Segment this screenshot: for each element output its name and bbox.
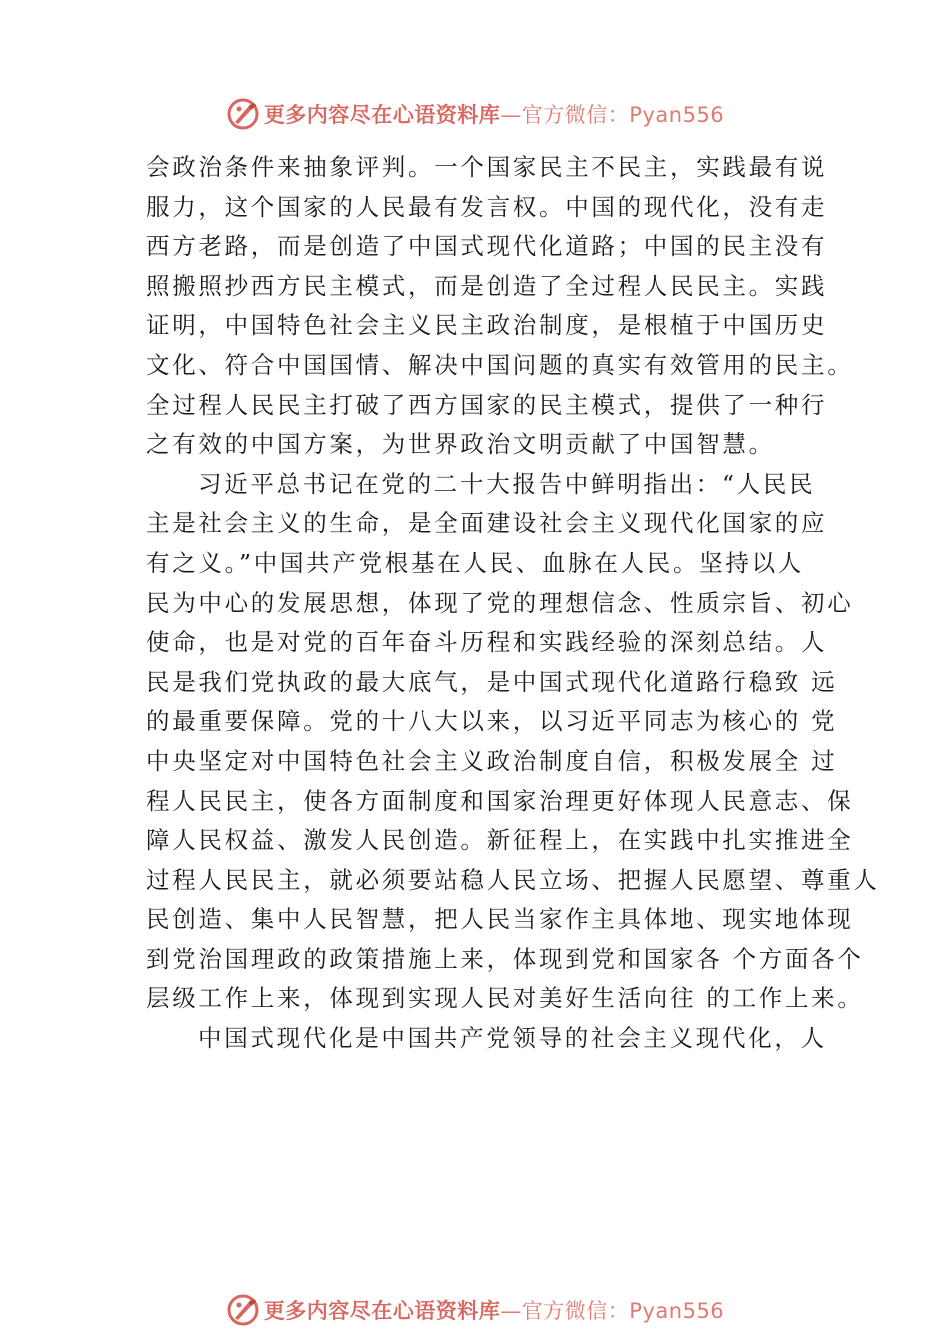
body-line: 西方老路，而是创造了中国式现代化道路；中国的民主没有 (146, 232, 828, 261)
body-line: 使命，也是对党的百年奋斗历程和实践经验的深刻总结。人 (146, 628, 828, 657)
quill-logo-icon (226, 1293, 260, 1327)
body-line: 证明，中国特色社会主义民主政治制度，是根植于中国历史 (146, 311, 828, 340)
header-watermark-text (264, 99, 724, 129)
body-line: 照搬照抄西方民主模式，而是创造了全过程人民民主。实践 (146, 271, 828, 300)
body-line: 中央坚定对中国特色社会主义政治制度自信，积极发展全 过 (146, 746, 838, 775)
body-line: 文化、符合中国国情、解决中国问题的真实有效管用的民主。 (146, 350, 854, 379)
paragraph-start-line: 中国式现代化是中国共产党领导的社会主义现代化，人 (198, 1024, 827, 1053)
body-line: 层级工作上来，体现到实现人民对美好生活向往 的工作上来。 (146, 984, 864, 1013)
body-line: 会政治条件来抽象评判。一个国家民主不民主，实践最有说 (146, 153, 828, 181)
body-line: 全过程人民民主打破了西方国家的民主模式，提供了一种行 (146, 390, 828, 419)
document-body (146, 148, 880, 1059)
body-line: 民创造、集中人民智慧，把人民当家作主具体地、现实地体现 (146, 905, 854, 934)
body-line: 有之义。”中国共产党根基在人民、血脉在人民。坚持以人 (146, 548, 804, 577)
body-line: 服力，这个国家的人民最有发言权。中国的现代化，没有走 (146, 192, 828, 221)
header-account-text: —官方微信：Pyan556 (500, 103, 725, 127)
body-line: 程人民民主，使各方面制度和国家治理更好体现人民意志、保 (146, 786, 854, 815)
body-line: 障人民权益、激发人民创造。新征程上，在实践中扎实推进全 (146, 826, 854, 855)
quill-logo-icon (226, 97, 260, 131)
paragraph-start-line: 习近平总书记在党的二十大报告中鲜明指出：“人民民 (198, 469, 816, 498)
body-line: 过程人民民主，就必须要站稳人民立场、把握人民愿望、尊重人 (146, 865, 880, 894)
header-watermark (0, 94, 950, 134)
footer-brand-text: 更多内容尽在心语资料库 (263, 1298, 501, 1323)
body-line: 之有效的中国方案，为世界政治文明贡献了中国智慧。 (146, 430, 775, 459)
footer-account-text: —官方微信：Pyan556 (500, 1299, 725, 1323)
footer-watermark (0, 1290, 950, 1330)
header-brand-text: 更多内容尽在心语资料库 (263, 102, 501, 127)
body-line: 主是社会主义的生命，是全面建设社会主义现代化国家的应 (146, 509, 828, 538)
body-line: 到党治国理政的政策措施上来，体现到党和国家各 个方面各个 (146, 944, 864, 973)
body-line: 民为中心的发展思想，体现了党的理想信念、性质宗旨、初心 (146, 588, 854, 617)
footer-watermark-text (264, 1295, 724, 1325)
body-line: 的最重要保障。党的十八大以来，以习近平同志为核心的 党 (146, 707, 838, 736)
body-line: 民是我们党执政的最大底气，是中国式现代化道路行稳致 远 (146, 667, 838, 696)
